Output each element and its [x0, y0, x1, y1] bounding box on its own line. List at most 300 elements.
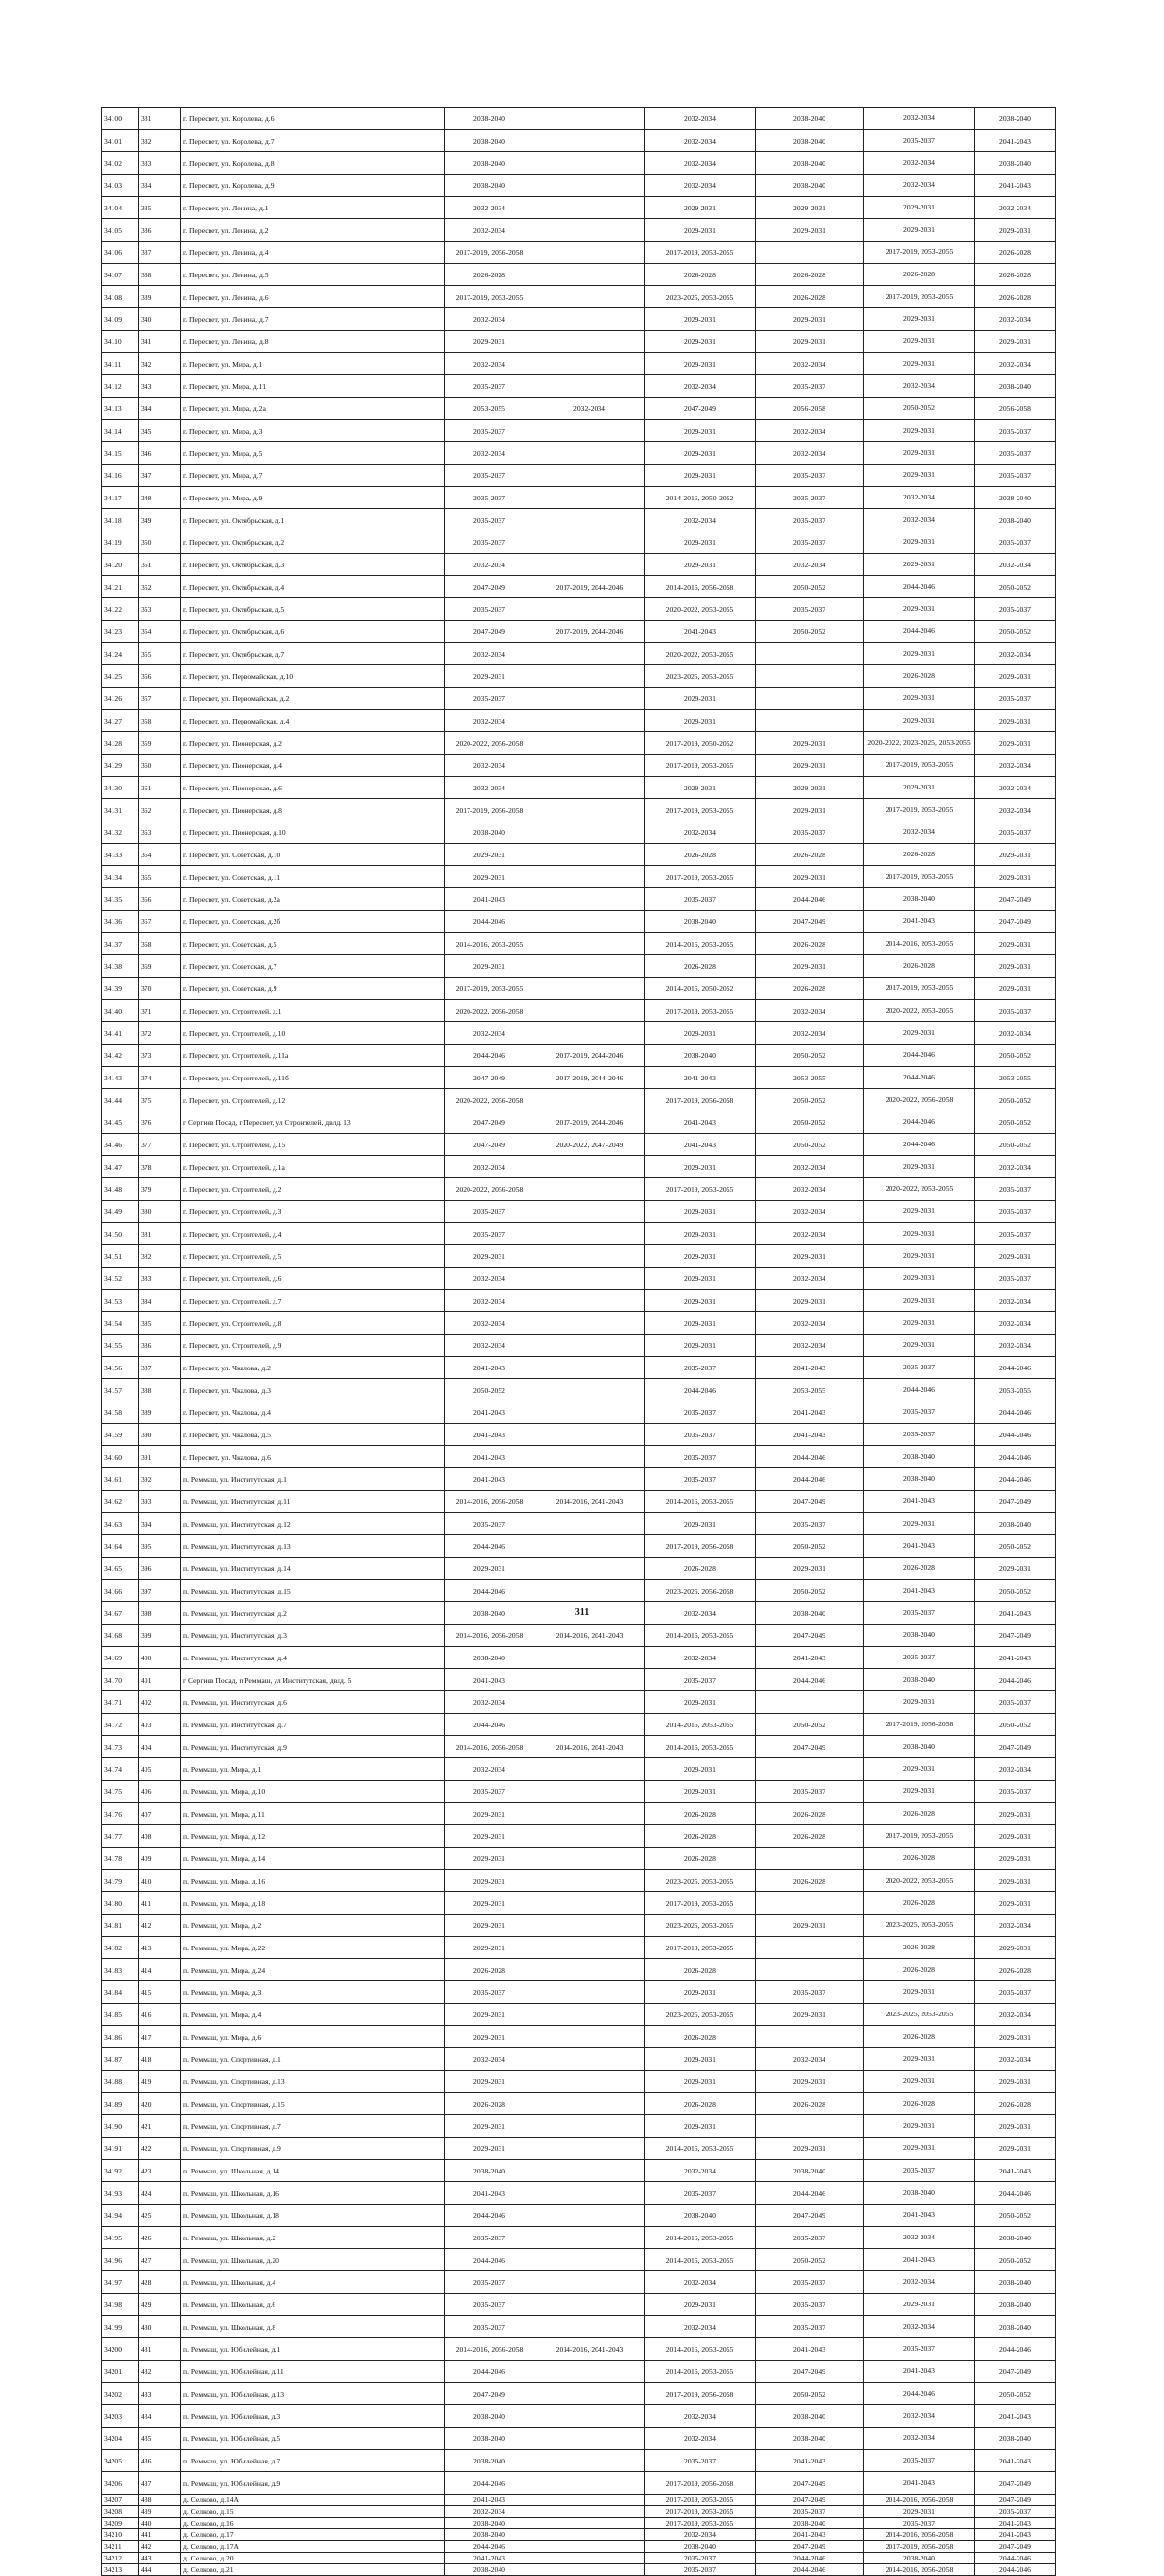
table-cell: 379 [139, 1178, 181, 1201]
table-cell: 2029-2031 [645, 465, 756, 487]
table-cell: 2032-2034 [445, 308, 534, 331]
table-row [102, 197, 1056, 219]
table-cell: 2047-2049 [975, 2541, 1056, 2553]
table-cell: 2026-2028 [756, 844, 864, 866]
table-cell: 365 [139, 866, 181, 888]
table-cell: 34100 [102, 108, 139, 130]
table-cell: 2014-2016, 2056-2058 [864, 2495, 975, 2506]
table-cell: 2041-2043 [445, 1669, 534, 1691]
table-cell: п. Реммаш, ул. Мира, д.12 [181, 1825, 445, 1848]
table-cell: 2035-2037 [756, 1513, 864, 1535]
table-row [102, 911, 1056, 933]
table-cell: п. Реммаш, ул. Институтская, д.7 [181, 1714, 445, 1736]
table-cell [534, 2048, 645, 2071]
table-cell: 2041-2043 [445, 2495, 534, 2506]
table-cell: 2029-2031 [975, 1558, 1056, 1580]
table-cell: 34101 [102, 130, 139, 152]
table-cell: 2050-2052 [975, 576, 1056, 598]
table-cell: 402 [139, 1691, 181, 1714]
table-cell: г. Пересвет, ул. Октябрьская, д.3 [181, 554, 445, 576]
table-cell: 427 [139, 2249, 181, 2271]
table-cell: 34110 [102, 331, 139, 353]
table-cell: п. Реммаш, ул. Мира, д.10 [181, 1781, 445, 1803]
table-cell: 2026-2028 [645, 1803, 756, 1825]
table-row [102, 888, 1056, 911]
table-cell: 2035-2037 [445, 2227, 534, 2249]
table-cell: 34109 [102, 308, 139, 331]
table-cell: 2029-2031 [645, 1290, 756, 1312]
table-cell: 2029-2031 [645, 2294, 756, 2316]
table-cell: 2026-2028 [864, 2026, 975, 2048]
table-cell: 2032-2034 [645, 175, 756, 197]
table-cell: 2050-2052 [756, 2249, 864, 2271]
table-cell: 2020-2022, 2047-2049 [534, 1134, 645, 1156]
table-cell: 334 [139, 175, 181, 197]
table-cell: 2029-2031 [864, 331, 975, 353]
table-cell: 2041-2043 [975, 2450, 1056, 2472]
table-cell: 2014-2016, 2053-2055 [645, 2138, 756, 2160]
table-cell: 2038-2040 [864, 1468, 975, 1491]
table-cell: 34154 [102, 1312, 139, 1335]
table-cell: 2017-2019, 2056-2058 [645, 2383, 756, 2405]
table-cell [534, 2541, 645, 2553]
table-cell [534, 1201, 645, 1223]
table-row [102, 1379, 1056, 1401]
table-cell: 2041-2043 [975, 2405, 1056, 2428]
table-cell: 34199 [102, 2316, 139, 2338]
table-cell: 2026-2028 [864, 1959, 975, 1981]
table-cell: 2032-2034 [645, 509, 756, 531]
table-cell: 2014-2016, 2053-2055 [645, 1714, 756, 1736]
table-cell: 2041-2043 [864, 2249, 975, 2271]
table-cell: 2047-2049 [445, 2383, 534, 2405]
table-cell: 2014-2016, 2053-2055 [645, 2249, 756, 2271]
table-cell: 425 [139, 2205, 181, 2227]
table-row [102, 2048, 1056, 2071]
table-row [102, 1491, 1056, 1513]
table-cell [534, 554, 645, 576]
table-cell: 2029-2031 [975, 978, 1056, 1000]
table-cell: 2032-2034 [645, 2160, 756, 2182]
table-cell: 2026-2028 [756, 1870, 864, 1892]
table-cell: 2032-2034 [445, 1156, 534, 1178]
table-cell: 2026-2028 [756, 264, 864, 286]
table-cell: 2044-2046 [975, 2182, 1056, 2205]
table-cell: 2029-2031 [975, 732, 1056, 755]
table-cell: 2038-2040 [445, 1647, 534, 1669]
table-cell: г. Пересвет, ул. Октябрьская, д.6 [181, 621, 445, 643]
table-cell: 443 [139, 2553, 181, 2564]
table-cell: 2035-2037 [975, 1691, 1056, 1714]
table-row [102, 375, 1056, 398]
table-cell: 34103 [102, 175, 139, 197]
table-cell: г. Пересвет, ул. Ленина, д.6 [181, 286, 445, 308]
table-cell: 2029-2031 [975, 2026, 1056, 2048]
table-cell: п. Реммаш, ул. Институтская, д.3 [181, 1625, 445, 1647]
table-row [102, 755, 1056, 777]
table-cell: 2032-2034 [756, 2048, 864, 2071]
table-cell: 34178 [102, 1848, 139, 1870]
table-cell: г. Пересвет, ул. Советская, д.5 [181, 933, 445, 955]
table-cell: г. Пересвет, ул. Ленина, д.5 [181, 264, 445, 286]
table-cell: 2041-2043 [975, 2160, 1056, 2182]
table-cell: 2032-2034 [864, 2428, 975, 2450]
table-cell: 34102 [102, 152, 139, 175]
table-cell: г. Пересвет, ул. Мира, д.9 [181, 487, 445, 509]
table-cell: 2035-2037 [445, 598, 534, 621]
table-cell: 2020-2022, 2056-2058 [445, 732, 534, 755]
table-cell: 2044-2046 [756, 2564, 864, 2576]
table-cell: 2032-2034 [645, 1602, 756, 1625]
table-cell: 2050-2052 [756, 2383, 864, 2405]
table-cell: 2047-2049 [645, 398, 756, 420]
table-cell: 2044-2046 [975, 1401, 1056, 1424]
table-cell: 2035-2037 [756, 598, 864, 621]
table-cell: 2035-2037 [975, 1000, 1056, 1022]
table-cell: 34188 [102, 2071, 139, 2093]
table-cell: 2023-2025, 2053-2055 [864, 2004, 975, 2026]
table-cell: 2029-2031 [864, 2115, 975, 2138]
table-cell: 2029-2031 [645, 1758, 756, 1781]
table-cell: п. Реммаш, ул. Институтская, д.4 [181, 1647, 445, 1669]
table-cell: 2044-2046 [445, 1535, 534, 1558]
table-cell: 2032-2034 [756, 554, 864, 576]
table-cell: 2041-2043 [445, 2182, 534, 2205]
table-cell: г. Пересвет, ул. Королева, д.8 [181, 152, 445, 175]
table-cell: 2038-2040 [756, 1602, 864, 1625]
table-cell: 432 [139, 2361, 181, 2383]
table-cell: 2014-2016, 2053-2055 [645, 2361, 756, 2383]
table-cell: 2041-2043 [645, 1111, 756, 1134]
table-row [102, 643, 1056, 665]
table-cell: 2029-2031 [645, 710, 756, 732]
table-cell: 34181 [102, 1915, 139, 1937]
table-cell: г. Пересвет, ул. Строителей, д.5 [181, 1245, 445, 1268]
table-cell: 2029-2031 [756, 732, 864, 755]
table-cell: 34112 [102, 375, 139, 398]
table-cell: 2038-2040 [445, 2450, 534, 2472]
table-cell: 2035-2037 [645, 2450, 756, 2472]
table-cell: 2041-2043 [756, 1424, 864, 1446]
table-cell: 2026-2028 [975, 2093, 1056, 2115]
table-cell [534, 732, 645, 755]
table-cell: 2041-2043 [975, 1647, 1056, 1669]
table-cell: 2017-2019, 2053-2055 [864, 242, 975, 264]
table-cell: 2029-2031 [756, 1290, 864, 1312]
table-cell: 2029-2031 [445, 2026, 534, 2048]
table-cell: г. Пересвет, ул. Строителей, д.1 [181, 1000, 445, 1022]
table-cell: 2047-2049 [756, 1736, 864, 1758]
table-cell: 2038-2040 [975, 108, 1056, 130]
table-cell: п. Реммаш, ул. Спортивная, д.9 [181, 2138, 445, 2160]
table-cell [534, 1357, 645, 1379]
table-cell: 2026-2028 [864, 1803, 975, 1825]
table-cell: 2044-2046 [756, 2553, 864, 2564]
table-row [102, 2026, 1056, 2048]
table-cell: г. Пересвет, ул. Чкалова, д.2 [181, 1357, 445, 1379]
table-cell: 2041-2043 [975, 1602, 1056, 1625]
table-cell [534, 1089, 645, 1111]
table-cell: 2020-2022, 2053-2055 [864, 1000, 975, 1022]
table-cell: 2032-2034 [445, 1312, 534, 1335]
table-cell: 2035-2037 [445, 487, 534, 509]
table-cell: 2029-2031 [864, 554, 975, 576]
table-cell: 2026-2028 [445, 2093, 534, 2115]
table-row [102, 1357, 1056, 1379]
table-cell: 371 [139, 1000, 181, 1022]
table-cell: г. Пересвет, ул. Пионерская, д.8 [181, 799, 445, 821]
table-row [102, 1156, 1056, 1178]
table-cell: г Сергиев Посад, п Реммаш, ул Институтская, двлд. 5 [181, 1669, 445, 1691]
table-cell: 2035-2037 [445, 375, 534, 398]
table-cell [534, 2495, 645, 2506]
table-cell: 2044-2046 [756, 888, 864, 911]
table-cell: 2050-2052 [975, 621, 1056, 643]
table-cell [756, 643, 864, 665]
table-cell: 2044-2046 [864, 1379, 975, 1401]
table-cell: 355 [139, 643, 181, 665]
table-row [102, 2071, 1056, 2093]
table-cell: 34130 [102, 777, 139, 799]
table-cell: 2029-2031 [445, 2071, 534, 2093]
table-cell: п. Реммаш, ул. Юбилейная, д.7 [181, 2450, 445, 2472]
table-cell: 2035-2037 [864, 1401, 975, 1424]
table-cell: 2032-2034 [445, 710, 534, 732]
table-cell: 368 [139, 933, 181, 955]
table-cell [756, 1892, 864, 1915]
table-cell: 2047-2049 [756, 911, 864, 933]
table-cell: 2038-2040 [975, 1513, 1056, 1535]
table-cell: п. Реммаш, ул. Институтская, д.14 [181, 1558, 445, 1580]
table-cell: 2029-2031 [645, 1223, 756, 1245]
table-cell: 2038-2040 [975, 487, 1056, 509]
table-cell: 2026-2028 [864, 2093, 975, 2115]
table-cell: 2029-2031 [645, 197, 756, 219]
table-cell: 2044-2046 [864, 1045, 975, 1067]
table-cell: 2041-2043 [975, 2529, 1056, 2541]
table-cell: 2017-2019, 2053-2055 [645, 2518, 756, 2529]
table-cell: 430 [139, 2316, 181, 2338]
table-cell [534, 1335, 645, 1357]
table-row [102, 576, 1056, 598]
table-cell: 34116 [102, 465, 139, 487]
table-cell: г. Пересвет, ул. Строителей, д.12 [181, 1089, 445, 1111]
table-cell: 2029-2031 [864, 1312, 975, 1335]
table-cell: 2026-2028 [645, 264, 756, 286]
table-cell [534, 1223, 645, 1245]
table-cell [534, 1000, 645, 1022]
table-cell: 2050-2052 [975, 1714, 1056, 1736]
table-cell: 2035-2037 [864, 2450, 975, 2472]
table-row [102, 1781, 1056, 1803]
table-cell: 34198 [102, 2294, 139, 2316]
table-cell: 34168 [102, 1625, 139, 1647]
table-cell: 2038-2040 [756, 108, 864, 130]
table-cell: 339 [139, 286, 181, 308]
table-cell: 34176 [102, 1803, 139, 1825]
table-cell [534, 1379, 645, 1401]
table-cell: 34115 [102, 442, 139, 465]
table-cell: 2017-2019, 2056-2058 [864, 1714, 975, 1736]
table-cell [534, 1178, 645, 1201]
table-cell: 2035-2037 [445, 1513, 534, 1535]
table-row [102, 442, 1056, 465]
table-cell: 2029-2031 [445, 2138, 534, 2160]
table-cell: 2032-2034 [645, 1647, 756, 1669]
table-cell [534, 978, 645, 1000]
table-cell: 2044-2046 [756, 2182, 864, 2205]
table-cell: 2029-2031 [756, 197, 864, 219]
table-cell: 410 [139, 1870, 181, 1892]
table-cell: 2017-2019, 2053-2055 [645, 866, 756, 888]
table-cell: 34133 [102, 844, 139, 866]
table-cell: 2026-2028 [756, 2093, 864, 2115]
table-cell [534, 844, 645, 866]
table-cell: 2029-2031 [864, 442, 975, 465]
table-cell: 2041-2043 [645, 1067, 756, 1089]
table-cell: 2029-2031 [864, 353, 975, 375]
table-cell: 2020-2022, 2023-2025, 2053-2055 [864, 732, 975, 755]
table-cell: 2032-2034 [445, 1691, 534, 1714]
table-cell: 2035-2037 [645, 2182, 756, 2205]
table-cell: 34209 [102, 2518, 139, 2529]
table-cell: 2050-2052 [975, 2249, 1056, 2271]
table-cell: 2041-2043 [756, 1401, 864, 1424]
table-cell: 353 [139, 598, 181, 621]
table-cell: 2044-2046 [645, 1379, 756, 1401]
table-cell: 2029-2031 [756, 308, 864, 331]
table-cell: 331 [139, 108, 181, 130]
table-cell: 2047-2049 [975, 911, 1056, 933]
table-cell [756, 1691, 864, 1714]
table-cell [534, 1803, 645, 1825]
table-cell: 2029-2031 [864, 1513, 975, 1535]
table-cell: 2026-2028 [756, 933, 864, 955]
table-cell: 2035-2037 [756, 2294, 864, 2316]
table-cell: 2041-2043 [975, 2518, 1056, 2529]
table-cell: п. Реммаш, ул. Юбилейная, д.1 [181, 2338, 445, 2361]
table-cell: 34213 [102, 2564, 139, 2576]
table-cell: 34128 [102, 732, 139, 755]
table-cell: 2029-2031 [445, 1892, 534, 1915]
table-cell: 2050-2052 [756, 1045, 864, 1067]
table-cell: 2038-2040 [975, 2294, 1056, 2316]
table-cell: 2050-2052 [445, 1379, 534, 1401]
table-cell: 2047-2049 [756, 2541, 864, 2553]
table-cell: 2050-2052 [756, 1111, 864, 1134]
table-cell: 2035-2037 [445, 1223, 534, 1245]
table-cell: п. Реммаш, ул. Институтская, д.13 [181, 1535, 445, 1558]
table-row [102, 2518, 1056, 2529]
table-cell: 2032-2034 [975, 2048, 1056, 2071]
table-cell: п. Реммаш, ул. Институтская, д.12 [181, 1513, 445, 1535]
table-cell: 2014-2016, 2053-2055 [645, 1491, 756, 1513]
table-cell: 2044-2046 [975, 2553, 1056, 2564]
table-cell: 2026-2028 [645, 1848, 756, 1870]
table-cell: 2047-2049 [756, 1491, 864, 1513]
table-cell: г. Пересвет, ул. Строителей, д.11а [181, 1045, 445, 1067]
table-cell [534, 1401, 645, 1424]
table-cell [756, 1758, 864, 1781]
table-cell: 2029-2031 [445, 331, 534, 353]
table-cell: 2014-2016, 2053-2055 [645, 1736, 756, 1758]
table-cell: 2017-2019, 2044-2046 [534, 1111, 645, 1134]
table-cell: 428 [139, 2271, 181, 2294]
table-cell: 2029-2031 [864, 1245, 975, 1268]
table-cell: 2035-2037 [864, 2338, 975, 2361]
table-cell: 2035-2037 [864, 1647, 975, 1669]
table-cell: 34149 [102, 1201, 139, 1223]
table-cell: 2038-2040 [445, 108, 534, 130]
table-cell: 2035-2037 [645, 888, 756, 911]
table-cell: 2047-2049 [975, 2495, 1056, 2506]
table-cell: 333 [139, 152, 181, 175]
table-cell: г. Пересвет, ул. Строителей, д.10 [181, 1022, 445, 1045]
table-cell: 2038-2040 [756, 152, 864, 175]
table-cell: 2038-2040 [445, 2405, 534, 2428]
table-cell: 2029-2031 [645, 442, 756, 465]
table-row [102, 1134, 1056, 1156]
table-cell: 403 [139, 1714, 181, 1736]
table-cell: 2032-2034 [975, 643, 1056, 665]
table-cell: п. Реммаш, ул. Спортивная, д.13 [181, 2071, 445, 2093]
table-cell: 2026-2028 [864, 1892, 975, 1915]
table-cell: 2050-2052 [756, 576, 864, 598]
table-cell: 2041-2043 [975, 130, 1056, 152]
table-cell: 2032-2034 [975, 1335, 1056, 1357]
table-cell: 2032-2034 [645, 108, 756, 130]
table-cell: 2053-2055 [756, 1067, 864, 1089]
table-cell: 2029-2031 [645, 777, 756, 799]
table-cell: 2050-2052 [756, 1714, 864, 1736]
table-cell: 34114 [102, 420, 139, 442]
table-cell: 2050-2052 [756, 1535, 864, 1558]
table-cell: 34187 [102, 2048, 139, 2071]
table-cell: 2041-2043 [864, 2205, 975, 2227]
table-cell: 2026-2028 [864, 844, 975, 866]
table-cell [534, 219, 645, 242]
table-row [102, 108, 1056, 130]
table-cell: 2056-2058 [756, 398, 864, 420]
table-cell [534, 2205, 645, 2227]
table-cell: 34171 [102, 1691, 139, 1714]
table-cell: 2017-2019, 2056-2058 [645, 1535, 756, 1558]
table-cell: г. Пересвет, ул. Пионерская, д.6 [181, 777, 445, 799]
table-cell: 2032-2034 [975, 353, 1056, 375]
table-cell: 2017-2019, 2050-2052 [645, 732, 756, 755]
table-cell: 34163 [102, 1513, 139, 1535]
table-cell: 2038-2040 [975, 152, 1056, 175]
table-cell: 2050-2052 [975, 1111, 1056, 1134]
table-cell: 2017-2019, 2053-2055 [645, 242, 756, 264]
table-cell: 34111 [102, 353, 139, 375]
table-cell [534, 531, 645, 554]
table-cell: д. Селково, д.17А [181, 2541, 445, 2553]
table-cell: 2029-2031 [756, 2138, 864, 2160]
table-cell: 2026-2028 [645, 1959, 756, 1981]
table-row [102, 353, 1056, 375]
table-cell: 2029-2031 [864, 465, 975, 487]
table-cell: 34141 [102, 1022, 139, 1045]
table-cell [756, 1959, 864, 1981]
table-cell: 2035-2037 [645, 1468, 756, 1491]
table-cell: 433 [139, 2383, 181, 2405]
table-cell: 2032-2034 [445, 1022, 534, 1045]
table-cell: 342 [139, 353, 181, 375]
table-row [102, 286, 1056, 308]
table-cell [534, 2271, 645, 2294]
table-cell: 343 [139, 375, 181, 398]
